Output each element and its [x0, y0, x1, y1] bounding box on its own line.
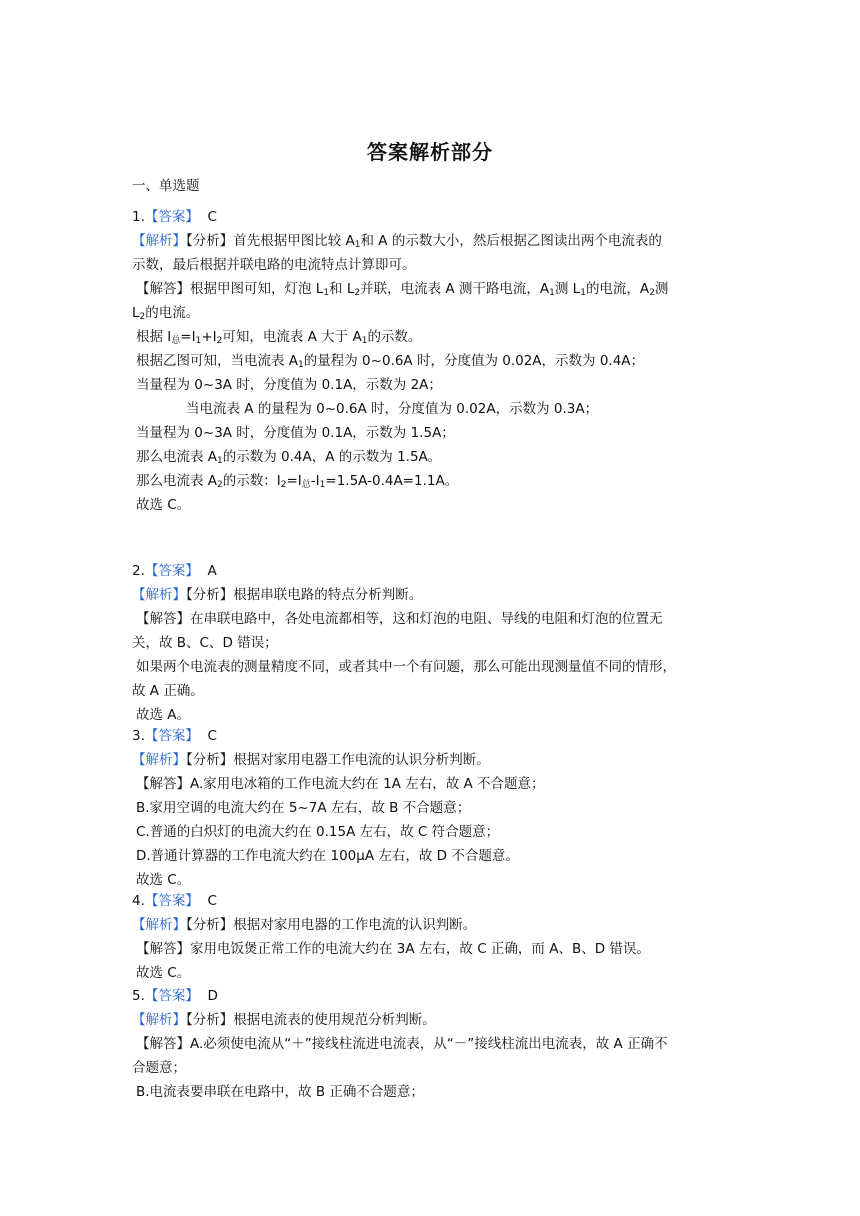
- q4-conclusion: 故选 C。: [136, 965, 191, 981]
- q3-option-b: B.家用空调的电流大约在 5~7A 左右，故 B 不合题意；: [136, 800, 471, 816]
- page-title: 答案解析部分: [367, 140, 493, 164]
- q3-option-d: D.普通计算器的工作电流大约在 100μA 左右，故 D 不合题意。: [136, 848, 519, 864]
- q2-conclusion: 故选 A。: [136, 707, 191, 723]
- q1-answer-line: [132, 207, 217, 227]
- q1-answer: C: [207, 209, 217, 225]
- q2-analysis-line: 【解析】【分析】根据串联电路的特点分析判断。: [132, 587, 423, 603]
- q1-analysis-line: 【解析】【分析】首先根据甲图比较 $A_1$和 A 的示数大小，然后根据乙图读出两个电流表的: [132, 233, 662, 250]
- q5-analysis-line: 【解析】【分析】根据电流表的使用规范分析判断。: [132, 1012, 436, 1028]
- q3-answer-line: 3.【答案】 C: [132, 728, 217, 744]
- q2-solution-line-4: 故 A 正确。: [132, 683, 204, 699]
- q5-option-a-line-1: 【解答】A.必须使电流从“＋”接线柱流进电流表，从“－”接线柱流出电流表，故 A 正确不: [136, 1036, 668, 1052]
- q1-step-7: 当量程为 0~3A 时，分度值为 0.1A，示数为 1.5A；: [136, 425, 455, 441]
- q2-solution-line-1: 【解答】在串联电路中，各处电流都相等，这和灯泡的电阻、导线的电阻和灯泡的位置无: [136, 611, 663, 627]
- q1-step-9: 那么电流表 $A_2$的示数：$I_2=I_总-I_1=1.5A-0.4A=1.1A$。: [136, 473, 459, 490]
- q5-option-a-line-2: 合题意；: [132, 1060, 186, 1076]
- q4-analysis-line: 【解析】【分析】根据对家用电器的工作电流的认识判断。: [132, 917, 477, 933]
- q1-solution-line: 【解答】根据甲图可知，灯泡 $L_1$和 $L_2$并联，电流表 A 测干路电流，$A_1$测 $L_1$的电流，$A_2$测: [136, 281, 669, 298]
- q2-solution-line-3: 如果两个电流表的测量精度不同，或者其中一个有问题，那么可能出现测量值不同的情形，: [136, 659, 676, 675]
- q3-analysis-line: 【解析】【分析】根据对家用电器工作电流的认识分析判断。: [132, 752, 490, 768]
- answer-label: 【答案】: [144, 209, 199, 225]
- q1-solution-line-2: $L_2$的电流。: [132, 305, 200, 322]
- q1-step-5: 当量程为 0~3A 时，分度值为 0.1A，示数为 2A；: [136, 377, 442, 393]
- q1-analysis-line-2: 示数，最后根据并联电路的电流特点计算即可。: [132, 257, 416, 273]
- q1-number: 1.: [132, 209, 145, 225]
- q5-option-b: B.电流表要串联在电路中，故 B 正确不合题意；: [136, 1084, 424, 1100]
- q1-conclusion: 故选 C。: [136, 497, 191, 513]
- q3-option-a: 【解答】A.家用电冰箱的工作电流大约在 1A 左右，故 A 不合题意；: [136, 776, 545, 792]
- explain-label: 【解析】: [132, 233, 186, 249]
- q2-answer-line: 2.【答案】 A: [132, 563, 217, 579]
- q5-answer-line: 5.【答案】 D: [132, 988, 218, 1004]
- q1-step-8: 那么电流表 $A_1$的示数为 0.4A，A 的示数为 1.5A。: [136, 449, 442, 466]
- q3-conclusion: 故选 C。: [136, 872, 191, 888]
- section-heading: 一、单选题: [132, 178, 200, 194]
- q1-step-4: 根据乙图可知，当电流表 $A_1$的量程为 0~0.6A 时，分度值为 0.02A，示数为 0.4A；: [136, 353, 645, 370]
- q1-step-3: 根据 $I_总=I_1+I_2$可知，电流表 A 大于 $A_1$的示数。: [136, 329, 422, 346]
- q1-step-6: 当电流表 A 的量程为 0~0.6A 时，分度值为 0.02A，示数为 0.3A；: [186, 401, 599, 417]
- q2-solution-line-2: 关，故 B、C、D 错误；: [132, 635, 278, 651]
- q3-option-c: C.普通的白炽灯的电流大约在 0.15A 左右，故 C 符合题意；: [136, 824, 500, 840]
- q4-answer-line: 4.【答案】 C: [132, 893, 217, 909]
- q4-solution-line: 【解答】家用电饭煲正常工作的电流大约在 3A 左右，故 C 正确，而 A、B、D 错误。: [136, 941, 650, 957]
